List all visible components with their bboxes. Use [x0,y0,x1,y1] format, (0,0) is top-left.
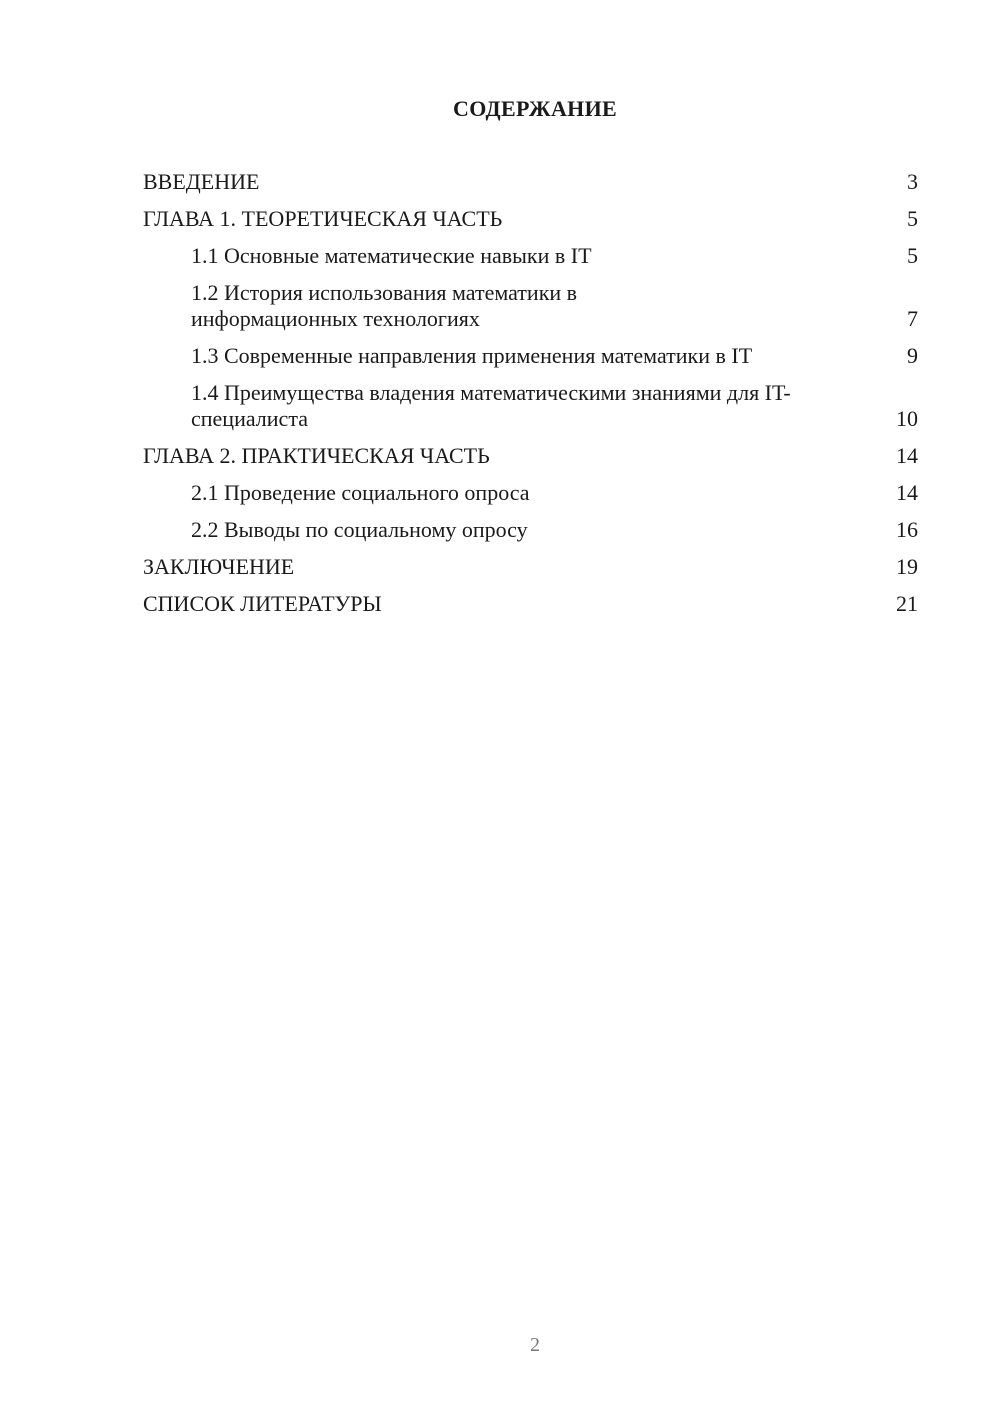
toc-entry-page: 7 [907,306,918,331]
toc-entry-text: 1.3 Современные направления применения математики в IT [191,343,753,368]
toc-entry-section-2-1 [143,480,918,506]
toc-entry-page: 19 [896,554,918,579]
toc-entry-page: 14 [896,443,918,468]
toc-entry-section-1-3 [143,343,918,369]
toc-entry-chapter-1 [143,206,918,232]
toc-entry-text: ГЛАВА 2. ПРАКТИЧЕСКАЯ ЧАСТЬ [143,443,490,468]
toc-entry-chapter-2 [143,443,918,469]
table-of-contents [143,169,918,628]
toc-entry-section-1-2 [143,280,918,332]
toc-entry-text: 1.4 Преимущества владения математическими знаниями для IT-специалиста [191,380,791,431]
toc-entry-text: ЗАКЛЮЧЕНИЕ [143,554,295,579]
toc-entry-text: 2.2 Выводы по социальному опросу [191,517,528,542]
toc-entry-page: 5 [907,243,918,268]
toc-entry-page: 9 [907,343,918,368]
page-number: 2 [530,1334,540,1356]
toc-entry-page: 5 [907,206,918,231]
toc-entry-section-2-2 [143,517,918,543]
toc-entry-text: 1.2 История использования математики в информационных технологиях [191,280,578,331]
toc-entry-text: 1.1 Основные математические навыки в IT [191,243,592,268]
toc-entry-section-1-4 [143,380,918,432]
toc-entry-page: 14 [896,480,918,505]
toc-entry-page: 21 [896,591,918,616]
toc-entry-page: 16 [896,517,918,542]
toc-entry-section-1-1 [143,243,918,269]
toc-entry-text: СПИСОК ЛИТЕРАТУРЫ [143,591,382,616]
toc-entry-page: 10 [896,406,918,431]
toc-entry-conclusion [143,554,918,580]
toc-entry-text: 2.1 Проведение социального опроса [191,480,530,505]
toc-entry-references [143,591,918,617]
toc-entry-page: 3 [907,169,918,194]
toc-entry-text: ГЛАВА 1. ТЕОРЕТИЧЕСКАЯ ЧАСТЬ [143,206,503,231]
toc-entry-introduction [143,169,918,195]
toc-entry-text: ВВЕДЕНИЕ [143,169,260,194]
toc-title: СОДЕРЖАНИЕ [453,96,617,121]
